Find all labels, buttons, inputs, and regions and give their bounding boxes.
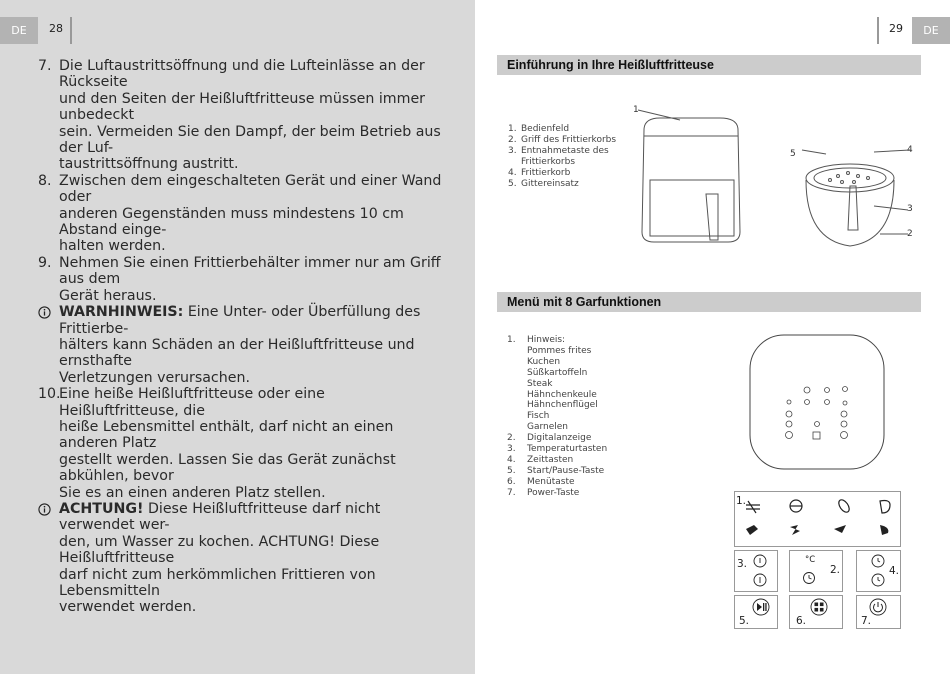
warning-note: WARNHINWEIS: Eine Unter- oder Überfüllung des Frittierbe- hälters kann Schäden an der Heißluftfritteuse und ernsthafte Verletzungen verursachen. <box>38 304 448 386</box>
list-item: 8. Zwischen dem eingeschalteten Gerät und einer Wand oder anderen Gegenständen muss mindestens 10 cm Abstand einge- halten werden. <box>38 172 442 255</box>
thermometer-icon <box>750 552 774 590</box>
header-divider <box>877 17 879 44</box>
celsius-label: °C <box>805 555 816 565</box>
box-label: 6. <box>796 615 807 627</box>
callout-label: 4 <box>907 145 913 155</box>
parts-list: 1. Bedienfeld 2. Griff des Frittierkorbs 3. Entnahmetaste des Frittierkorbs 4. Frittierkorb 5. Gittereinsatz <box>508 124 617 189</box>
box-label: 7. <box>861 615 872 627</box>
list-item: 10. Eine heiße Heißluftfritteuse oder eine Heißluftfritteuse, die heiße Lebensmittel enthält, darf nicht an einen anderen Platz gestellt werden. Lassen Sie das Gerät zunächst abkühlen, bevor Sie es an einen anderen Platz stellen. <box>38 386 396 501</box>
box-label: 1. <box>736 495 747 507</box>
page-number: 29 <box>889 22 903 35</box>
header-divider <box>70 17 72 44</box>
list-item: 9. Nehmen Sie einen Frittierbehälter immer nur am Griff aus dem Gerät heraus. <box>38 254 441 304</box>
callout-label: 5 <box>790 149 796 159</box>
list-item: 7. Die Luftaustrittsöffnung und die Lufteinlässe an der Rückseite und den Seiten der Heißluftfritteuse müssen immer unbedeckt sein. Vermeiden Sie den Dampf, der beim Betrieb aus der Luf- taustrittsöffnung austritt. <box>38 58 441 173</box>
box-label: 3. <box>737 558 748 570</box>
box-label: 2. <box>830 564 841 576</box>
section-title-intro: Einführung in Ihre Heißluftfritteuse <box>497 55 921 75</box>
info-icon <box>38 304 59 386</box>
power-icon <box>868 597 888 617</box>
air-fryer-illustration <box>630 100 920 260</box>
timer-icon <box>868 552 888 590</box>
control-panel-illustration <box>749 334 885 470</box>
section-title-menu: Menü mit 8 Garfunktionen <box>497 292 921 312</box>
language-tab: DE <box>912 17 950 44</box>
menu-grid-icon <box>809 597 829 617</box>
page-number: 28 <box>49 22 63 35</box>
callout-label: 2 <box>907 229 913 239</box>
language-tab: DE <box>0 17 38 44</box>
box-label: 4. <box>889 565 900 577</box>
safety-instructions <box>38 58 448 616</box>
cooking-function-icons <box>734 491 901 547</box>
clock-icon <box>802 571 816 585</box>
box-label: 5. <box>739 615 750 627</box>
play-pause-icon <box>751 597 771 617</box>
callout-label: 1 <box>633 105 639 115</box>
callout-label: 3 <box>907 204 913 214</box>
menu-list: 1. Hinweis: Pommes frites Kuchen Süßkartoffeln Steak Hähnchenkeule Hähnchenflügel Fisch Garnelen 2. Digitalanzeige 3. Temperaturtasten 4. Zeittasten 5. Start/Pause-Taste 6. Menütaste 7. Power-Taste <box>507 335 608 498</box>
caution-note: ACHTUNG! Diese Heißluftfritteuse darf nicht verwendet wer- den, um Wasser zu kochen. ACHTUNG! Diese Heißluftfritteuse darf nicht zum herkömmlichen Frittieren von Lebensmitteln verwendet werden. <box>38 501 448 616</box>
info-icon <box>38 501 59 616</box>
